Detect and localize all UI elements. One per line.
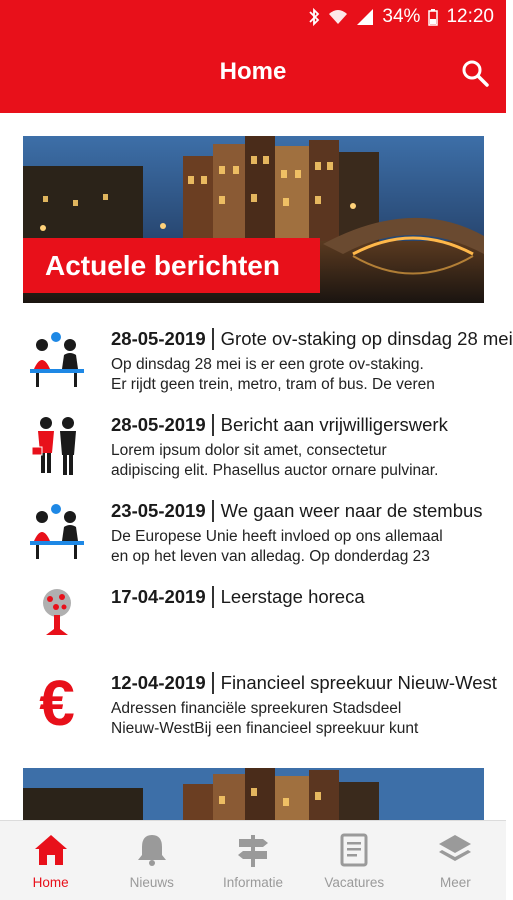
people-talking-icon (26, 331, 88, 393)
news-summary: Adressen financiële spreekuren Stadsdeel Nieuw-WestBij een financieel spreekuur kunt (111, 700, 419, 737)
news-item[interactable] (0, 499, 506, 579)
home-icon (33, 833, 69, 867)
signpost-icon (235, 833, 271, 867)
people-talking-icon (26, 503, 88, 565)
nav-meer[interactable] (405, 821, 506, 900)
app-bar (0, 0, 506, 113)
document-icon (336, 833, 372, 867)
nav-informatie[interactable] (202, 821, 303, 900)
news-headline (111, 499, 483, 523)
nav-nieuws[interactable] (101, 821, 202, 900)
nav-label: Vacatures (324, 875, 385, 890)
layers-icon (437, 833, 473, 867)
news-date: 17-04-2019 (111, 586, 206, 607)
banner-image[interactable] (23, 768, 484, 828)
tree-icon (26, 585, 88, 647)
battery-icon (428, 8, 438, 26)
news-date: 12-04-2019 (111, 672, 206, 693)
bluetooth-icon (308, 8, 320, 26)
page-title: Home (219, 58, 287, 85)
search-icon (460, 58, 490, 88)
news-item[interactable] (0, 585, 506, 665)
search-button[interactable] (460, 58, 490, 88)
svg-text:€: € (39, 667, 75, 739)
news-title: Leerstage horeca (220, 586, 365, 607)
volunteers-icon (26, 415, 88, 477)
nav-label: Meer (440, 875, 471, 890)
battery-percent: 34% (382, 6, 421, 27)
news-item[interactable] (0, 413, 506, 493)
bell-icon (134, 833, 170, 867)
news-summary: De Europese Unie heeft invloed op ons allemaal en op het leven van alledag. Op donderdag 23 (111, 528, 443, 565)
news-title: Grote ov-staking op dinsdag 28 mei (220, 328, 513, 349)
euro-icon (26, 667, 88, 739)
nav-label: Nieuws (129, 875, 174, 890)
news-headline (111, 413, 483, 437)
canal-houses-photo (23, 768, 484, 828)
news-item[interactable] (0, 667, 506, 751)
nav-vacatures[interactable] (304, 821, 405, 900)
news-headline (111, 671, 497, 695)
news-summary: Op dinsdag 28 mei is er een grote ov-staking. Er rijdt geen trein, metro, tram of bus. De veren (111, 356, 435, 393)
news-title: We gaan weer naar de stembus (220, 500, 483, 521)
status-bar (0, 0, 506, 36)
news-title: Bericht aan vrijwilligerswerk (220, 414, 448, 435)
news-date: 28-05-2019 (111, 328, 206, 349)
news-date: 23-05-2019 (111, 500, 206, 521)
signal-icon (356, 8, 374, 26)
nav-label: Home (32, 875, 69, 890)
nav-label: Informatie (222, 875, 284, 890)
news-headline (111, 327, 513, 351)
news-headline (111, 585, 483, 609)
news-summary: Lorem ipsum dolor sit amet, consectetur adipiscing elit. Phasellus auctor ornare pulvinar. (111, 442, 439, 479)
bottom-navigation (0, 820, 506, 900)
news-item[interactable] (0, 327, 513, 407)
nav-home[interactable] (0, 821, 101, 900)
news-date: 28-05-2019 (111, 414, 206, 435)
news-title: Financieel spreekuur Nieuw-West (220, 672, 497, 693)
banner-label: Actuele berichten (23, 238, 320, 293)
clock: 12:20 (446, 6, 494, 27)
wifi-icon (328, 8, 348, 26)
